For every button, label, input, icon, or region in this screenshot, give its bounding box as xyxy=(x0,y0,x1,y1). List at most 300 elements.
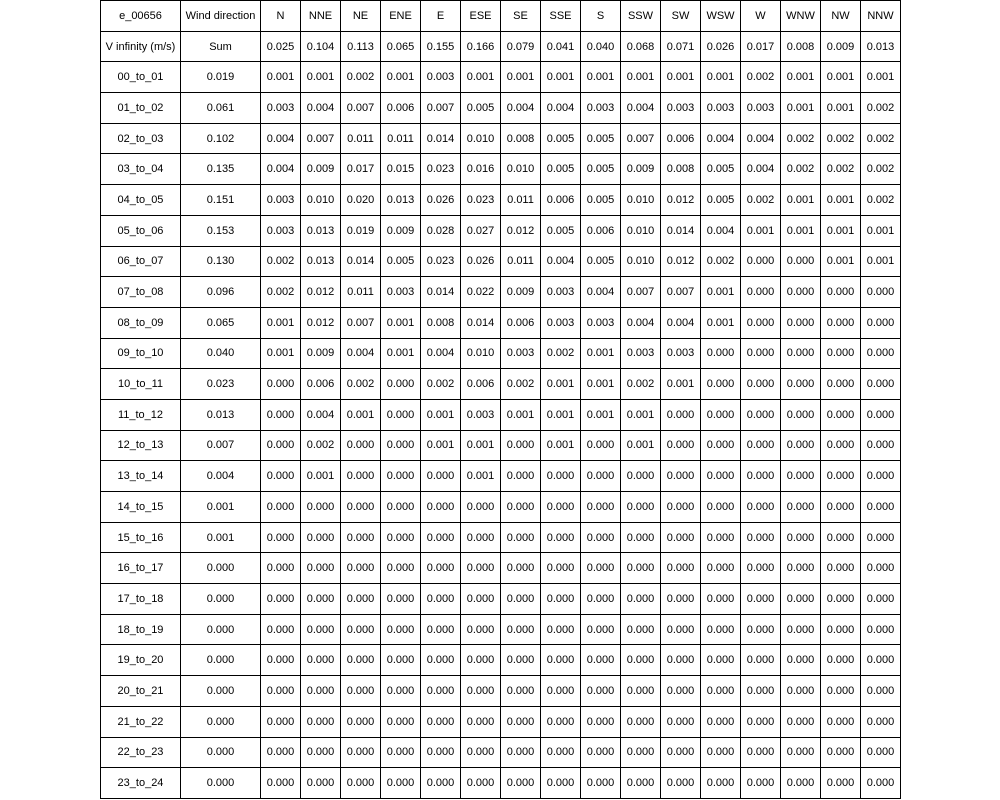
frequency-value-cell: 0.000 xyxy=(741,614,781,645)
speed-bin-label-cell: 18_to_19 xyxy=(101,614,181,645)
frequency-value-cell: 0.000 xyxy=(341,645,381,676)
frequency-value-cell: 0.002 xyxy=(861,185,901,216)
frequency-value-cell: 0.003 xyxy=(461,399,501,430)
frequency-value-cell: 0.001 xyxy=(701,307,741,338)
frequency-value-cell: 0.003 xyxy=(261,215,301,246)
frequency-value-cell: 0.000 xyxy=(501,553,541,584)
frequency-value-cell: 0.004 xyxy=(621,307,661,338)
speed-bin-sum-cell: 0.000 xyxy=(181,614,261,645)
speed-bin-label-cell: 17_to_18 xyxy=(101,584,181,615)
frequency-value-cell: 0.002 xyxy=(341,62,381,93)
speed-bin-sum-cell: 0.061 xyxy=(181,93,261,124)
speed-bin-label-cell: 00_to_01 xyxy=(101,62,181,93)
direction-total-cell: 0.104 xyxy=(301,31,341,62)
frequency-value-cell: 0.004 xyxy=(741,154,781,185)
frequency-value-cell: 0.003 xyxy=(381,277,421,308)
frequency-value-cell: 0.000 xyxy=(261,584,301,615)
frequency-value-cell: 0.006 xyxy=(581,215,621,246)
frequency-value-cell: 0.001 xyxy=(701,277,741,308)
frequency-value-cell: 0.002 xyxy=(301,430,341,461)
direction-total-cell: 0.065 xyxy=(381,31,421,62)
frequency-value-cell: 0.000 xyxy=(261,706,301,737)
frequency-value-cell: 0.000 xyxy=(741,706,781,737)
frequency-value-cell: 0.028 xyxy=(421,215,461,246)
frequency-value-cell: 0.000 xyxy=(621,553,661,584)
frequency-value-cell: 0.008 xyxy=(661,154,701,185)
speed-bin-sum-cell: 0.040 xyxy=(181,338,261,369)
frequency-value-cell: 0.000 xyxy=(421,614,461,645)
sum-column-header-cell: Wind direction xyxy=(181,1,261,32)
frequency-value-cell: 0.001 xyxy=(821,62,861,93)
direction-total-cell: 0.025 xyxy=(261,31,301,62)
frequency-value-cell: 0.013 xyxy=(381,185,421,216)
speed-bin-sum-cell: 0.007 xyxy=(181,430,261,461)
frequency-value-cell: 0.000 xyxy=(461,522,501,553)
frequency-value-cell: 0.000 xyxy=(661,737,701,768)
frequency-value-cell: 0.000 xyxy=(621,584,661,615)
frequency-value-cell: 0.000 xyxy=(661,706,701,737)
frequency-value-cell: 0.009 xyxy=(301,154,341,185)
frequency-value-cell: 0.001 xyxy=(581,338,621,369)
frequency-value-cell: 0.007 xyxy=(661,277,701,308)
frequency-value-cell: 0.007 xyxy=(621,277,661,308)
frequency-value-cell: 0.005 xyxy=(701,154,741,185)
frequency-value-cell: 0.000 xyxy=(341,614,381,645)
frequency-value-cell: 0.000 xyxy=(661,492,701,523)
table-row xyxy=(101,215,901,246)
frequency-value-cell: 0.004 xyxy=(541,93,581,124)
frequency-value-cell: 0.000 xyxy=(461,645,501,676)
frequency-value-cell: 0.000 xyxy=(781,737,821,768)
direction-total-cell: 0.017 xyxy=(741,31,781,62)
frequency-value-cell: 0.000 xyxy=(861,522,901,553)
frequency-value-cell: 0.000 xyxy=(781,676,821,707)
frequency-value-cell: 0.002 xyxy=(741,62,781,93)
frequency-value-cell: 0.015 xyxy=(381,154,421,185)
frequency-value-cell: 0.004 xyxy=(741,123,781,154)
totals-row-sum-cell: Sum xyxy=(181,31,261,62)
frequency-value-cell: 0.004 xyxy=(541,246,581,277)
frequency-value-cell: 0.005 xyxy=(581,123,621,154)
frequency-value-cell: 0.000 xyxy=(701,706,741,737)
frequency-value-cell: 0.000 xyxy=(421,645,461,676)
direction-total-cell: 0.009 xyxy=(821,31,861,62)
table-row xyxy=(101,461,901,492)
frequency-value-cell: 0.004 xyxy=(621,93,661,124)
speed-bin-label-cell: 22_to_23 xyxy=(101,737,181,768)
frequency-value-cell: 0.000 xyxy=(541,768,581,799)
speed-bin-sum-cell: 0.096 xyxy=(181,277,261,308)
frequency-value-cell: 0.014 xyxy=(341,246,381,277)
frequency-value-cell: 0.000 xyxy=(381,737,421,768)
frequency-value-cell: 0.023 xyxy=(421,154,461,185)
direction-total-cell: 0.113 xyxy=(341,31,381,62)
frequency-value-cell: 0.000 xyxy=(861,399,901,430)
frequency-value-cell: 0.000 xyxy=(861,645,901,676)
frequency-value-cell: 0.000 xyxy=(661,614,701,645)
frequency-value-cell: 0.000 xyxy=(301,706,341,737)
frequency-value-cell: 0.000 xyxy=(861,737,901,768)
direction-header-cell: NE xyxy=(341,1,381,32)
frequency-value-cell: 0.000 xyxy=(581,645,621,676)
frequency-value-cell: 0.001 xyxy=(861,215,901,246)
speed-bin-sum-cell: 0.000 xyxy=(181,645,261,676)
frequency-value-cell: 0.001 xyxy=(461,461,501,492)
frequency-value-cell: 0.000 xyxy=(861,307,901,338)
frequency-value-cell: 0.000 xyxy=(381,706,421,737)
frequency-value-cell: 0.003 xyxy=(581,307,621,338)
speed-bin-sum-cell: 0.000 xyxy=(181,553,261,584)
frequency-value-cell: 0.000 xyxy=(581,553,621,584)
frequency-value-cell: 0.000 xyxy=(501,768,541,799)
frequency-value-cell: 0.000 xyxy=(541,676,581,707)
table-row xyxy=(101,123,901,154)
direction-header-cell: NNE xyxy=(301,1,341,32)
frequency-value-cell: 0.000 xyxy=(621,768,661,799)
frequency-value-cell: 0.000 xyxy=(821,522,861,553)
frequency-value-cell: 0.004 xyxy=(701,215,741,246)
speed-bin-label-cell: 23_to_24 xyxy=(101,768,181,799)
frequency-value-cell: 0.000 xyxy=(781,768,821,799)
frequency-value-cell: 0.019 xyxy=(341,215,381,246)
direction-header-cell: NNW xyxy=(861,1,901,32)
frequency-value-cell: 0.000 xyxy=(741,399,781,430)
speed-bin-label-cell: 05_to_06 xyxy=(101,215,181,246)
frequency-value-cell: 0.010 xyxy=(621,185,661,216)
frequency-value-cell: 0.026 xyxy=(421,185,461,216)
table-row xyxy=(101,768,901,799)
frequency-value-cell: 0.000 xyxy=(621,645,661,676)
frequency-value-cell: 0.000 xyxy=(581,584,621,615)
frequency-value-cell: 0.000 xyxy=(701,676,741,707)
frequency-value-cell: 0.014 xyxy=(421,277,461,308)
frequency-value-cell: 0.000 xyxy=(261,768,301,799)
frequency-value-cell: 0.000 xyxy=(421,522,461,553)
corner-label-cell: e_00656 xyxy=(101,1,181,32)
frequency-value-cell: 0.004 xyxy=(261,123,301,154)
table-row xyxy=(101,62,901,93)
frequency-value-cell: 0.003 xyxy=(661,338,701,369)
frequency-value-cell: 0.003 xyxy=(581,93,621,124)
frequency-value-cell: 0.001 xyxy=(821,185,861,216)
frequency-value-cell: 0.009 xyxy=(381,215,421,246)
frequency-value-cell: 0.000 xyxy=(701,737,741,768)
frequency-value-cell: 0.026 xyxy=(461,246,501,277)
direction-header-cell: SE xyxy=(501,1,541,32)
frequency-value-cell: 0.001 xyxy=(581,399,621,430)
frequency-value-cell: 0.000 xyxy=(381,768,421,799)
speed-bin-label-cell: 03_to_04 xyxy=(101,154,181,185)
frequency-value-cell: 0.002 xyxy=(421,369,461,400)
frequency-value-cell: 0.000 xyxy=(781,584,821,615)
table-body xyxy=(101,1,901,799)
frequency-value-cell: 0.000 xyxy=(861,277,901,308)
frequency-value-cell: 0.000 xyxy=(821,645,861,676)
direction-header-cell: W xyxy=(741,1,781,32)
totals-row-label-cell: V infinity (m/s) xyxy=(101,31,181,62)
speed-bin-sum-cell: 0.001 xyxy=(181,492,261,523)
frequency-value-cell: 0.000 xyxy=(821,676,861,707)
frequency-value-cell: 0.000 xyxy=(741,522,781,553)
frequency-value-cell: 0.000 xyxy=(541,492,581,523)
frequency-value-cell: 0.000 xyxy=(381,399,421,430)
direction-total-cell: 0.071 xyxy=(661,31,701,62)
frequency-value-cell: 0.000 xyxy=(821,369,861,400)
frequency-value-cell: 0.002 xyxy=(861,123,901,154)
direction-header-cell: E xyxy=(421,1,461,32)
frequency-value-cell: 0.004 xyxy=(501,93,541,124)
speed-bin-sum-cell: 0.135 xyxy=(181,154,261,185)
frequency-value-cell: 0.000 xyxy=(701,461,741,492)
frequency-value-cell: 0.002 xyxy=(781,154,821,185)
frequency-value-cell: 0.000 xyxy=(381,584,421,615)
table-row xyxy=(101,185,901,216)
frequency-value-cell: 0.000 xyxy=(741,768,781,799)
frequency-value-cell: 0.001 xyxy=(541,430,581,461)
frequency-value-cell: 0.000 xyxy=(621,522,661,553)
speed-bin-label-cell: 02_to_03 xyxy=(101,123,181,154)
frequency-value-cell: 0.000 xyxy=(381,461,421,492)
frequency-value-cell: 0.000 xyxy=(861,461,901,492)
frequency-value-cell: 0.001 xyxy=(581,369,621,400)
frequency-value-cell: 0.011 xyxy=(501,246,541,277)
frequency-value-cell: 0.005 xyxy=(381,246,421,277)
frequency-value-cell: 0.001 xyxy=(621,430,661,461)
table-row xyxy=(101,154,901,185)
frequency-value-cell: 0.000 xyxy=(541,553,581,584)
frequency-value-cell: 0.000 xyxy=(501,614,541,645)
frequency-value-cell: 0.011 xyxy=(341,277,381,308)
frequency-value-cell: 0.007 xyxy=(421,93,461,124)
frequency-value-cell: 0.001 xyxy=(421,399,461,430)
frequency-value-cell: 0.000 xyxy=(261,553,301,584)
frequency-value-cell: 0.007 xyxy=(301,123,341,154)
frequency-value-cell: 0.000 xyxy=(581,614,621,645)
frequency-value-cell: 0.000 xyxy=(821,553,861,584)
frequency-value-cell: 0.000 xyxy=(461,737,501,768)
frequency-value-cell: 0.000 xyxy=(381,645,421,676)
frequency-value-cell: 0.000 xyxy=(301,768,341,799)
frequency-value-cell: 0.000 xyxy=(781,706,821,737)
table-row xyxy=(101,246,901,277)
frequency-value-cell: 0.004 xyxy=(661,307,701,338)
direction-total-cell: 0.013 xyxy=(861,31,901,62)
frequency-value-cell: 0.000 xyxy=(781,553,821,584)
direction-header-cell: WNW xyxy=(781,1,821,32)
frequency-value-cell: 0.001 xyxy=(661,62,701,93)
frequency-value-cell: 0.004 xyxy=(701,123,741,154)
frequency-value-cell: 0.000 xyxy=(461,676,501,707)
frequency-value-cell: 0.001 xyxy=(741,215,781,246)
frequency-value-cell: 0.000 xyxy=(381,614,421,645)
frequency-value-cell: 0.003 xyxy=(741,93,781,124)
speed-bin-label-cell: 09_to_10 xyxy=(101,338,181,369)
frequency-value-cell: 0.001 xyxy=(421,430,461,461)
frequency-value-cell: 0.006 xyxy=(541,185,581,216)
frequency-value-cell: 0.013 xyxy=(301,215,341,246)
speed-bin-label-cell: 15_to_16 xyxy=(101,522,181,553)
frequency-value-cell: 0.009 xyxy=(501,277,541,308)
frequency-value-cell: 0.000 xyxy=(301,553,341,584)
frequency-value-cell: 0.005 xyxy=(701,185,741,216)
frequency-value-cell: 0.003 xyxy=(541,307,581,338)
table-row xyxy=(101,399,901,430)
speed-bin-sum-cell: 0.102 xyxy=(181,123,261,154)
frequency-value-cell: 0.000 xyxy=(501,430,541,461)
speed-bin-sum-cell: 0.023 xyxy=(181,369,261,400)
frequency-value-cell: 0.002 xyxy=(781,123,821,154)
frequency-value-cell: 0.004 xyxy=(301,399,341,430)
frequency-value-cell: 0.014 xyxy=(461,307,501,338)
frequency-value-cell: 0.000 xyxy=(261,522,301,553)
table-row xyxy=(101,553,901,584)
direction-header-cell: NW xyxy=(821,1,861,32)
frequency-value-cell: 0.000 xyxy=(461,553,501,584)
frequency-value-cell: 0.013 xyxy=(301,246,341,277)
frequency-value-cell: 0.000 xyxy=(861,553,901,584)
header-row xyxy=(101,1,901,32)
frequency-value-cell: 0.000 xyxy=(861,369,901,400)
direction-total-cell: 0.068 xyxy=(621,31,661,62)
frequency-value-cell: 0.000 xyxy=(301,645,341,676)
frequency-value-cell: 0.000 xyxy=(381,522,421,553)
direction-total-cell: 0.040 xyxy=(581,31,621,62)
frequency-value-cell: 0.000 xyxy=(741,737,781,768)
frequency-value-cell: 0.000 xyxy=(541,461,581,492)
frequency-value-cell: 0.000 xyxy=(781,430,821,461)
frequency-value-cell: 0.000 xyxy=(261,399,301,430)
speed-bin-sum-cell: 0.000 xyxy=(181,768,261,799)
table-row xyxy=(101,93,901,124)
frequency-value-cell: 0.001 xyxy=(381,307,421,338)
frequency-value-cell: 0.000 xyxy=(661,522,701,553)
frequency-value-cell: 0.003 xyxy=(541,277,581,308)
frequency-value-cell: 0.000 xyxy=(781,338,821,369)
frequency-value-cell: 0.000 xyxy=(501,461,541,492)
frequency-value-cell: 0.006 xyxy=(381,93,421,124)
frequency-value-cell: 0.003 xyxy=(261,185,301,216)
table-row xyxy=(101,430,901,461)
frequency-value-cell: 0.000 xyxy=(741,246,781,277)
wind-frequency-table-container xyxy=(100,0,900,799)
table-row xyxy=(101,645,901,676)
frequency-value-cell: 0.000 xyxy=(821,307,861,338)
frequency-value-cell: 0.001 xyxy=(541,62,581,93)
frequency-value-cell: 0.000 xyxy=(301,522,341,553)
frequency-value-cell: 0.000 xyxy=(781,645,821,676)
frequency-value-cell: 0.002 xyxy=(821,123,861,154)
table-row xyxy=(101,584,901,615)
frequency-value-cell: 0.005 xyxy=(581,246,621,277)
frequency-value-cell: 0.012 xyxy=(661,246,701,277)
table-row xyxy=(101,737,901,768)
direction-header-cell: S xyxy=(581,1,621,32)
frequency-value-cell: 0.000 xyxy=(821,614,861,645)
frequency-value-cell: 0.000 xyxy=(861,768,901,799)
frequency-value-cell: 0.000 xyxy=(741,492,781,523)
frequency-value-cell: 0.001 xyxy=(341,399,381,430)
frequency-value-cell: 0.002 xyxy=(541,338,581,369)
table-row xyxy=(101,676,901,707)
table-row xyxy=(101,522,901,553)
frequency-value-cell: 0.002 xyxy=(861,154,901,185)
frequency-value-cell: 0.001 xyxy=(861,62,901,93)
frequency-value-cell: 0.016 xyxy=(461,154,501,185)
frequency-value-cell: 0.011 xyxy=(341,123,381,154)
frequency-value-cell: 0.000 xyxy=(701,369,741,400)
frequency-value-cell: 0.000 xyxy=(541,645,581,676)
frequency-value-cell: 0.001 xyxy=(861,246,901,277)
frequency-value-cell: 0.000 xyxy=(781,492,821,523)
speed-bin-label-cell: 07_to_08 xyxy=(101,277,181,308)
frequency-value-cell: 0.017 xyxy=(341,154,381,185)
frequency-value-cell: 0.000 xyxy=(341,706,381,737)
frequency-value-cell: 0.000 xyxy=(861,614,901,645)
frequency-value-cell: 0.000 xyxy=(461,768,501,799)
frequency-value-cell: 0.012 xyxy=(661,185,701,216)
frequency-value-cell: 0.002 xyxy=(501,369,541,400)
frequency-value-cell: 0.000 xyxy=(861,492,901,523)
frequency-value-cell: 0.000 xyxy=(301,614,341,645)
frequency-value-cell: 0.000 xyxy=(381,492,421,523)
frequency-value-cell: 0.023 xyxy=(461,185,501,216)
speed-bin-sum-cell: 0.004 xyxy=(181,461,261,492)
frequency-value-cell: 0.000 xyxy=(541,584,581,615)
frequency-value-cell: 0.000 xyxy=(701,430,741,461)
direction-header-cell: ENE xyxy=(381,1,421,32)
frequency-value-cell: 0.000 xyxy=(861,584,901,615)
frequency-value-cell: 0.001 xyxy=(621,399,661,430)
frequency-value-cell: 0.000 xyxy=(821,399,861,430)
frequency-value-cell: 0.000 xyxy=(661,399,701,430)
frequency-value-cell: 0.000 xyxy=(861,706,901,737)
direction-total-cell: 0.041 xyxy=(541,31,581,62)
frequency-value-cell: 0.000 xyxy=(341,522,381,553)
speed-bin-sum-cell: 0.153 xyxy=(181,215,261,246)
frequency-value-cell: 0.000 xyxy=(781,307,821,338)
direction-header-cell: ESE xyxy=(461,1,501,32)
frequency-value-cell: 0.012 xyxy=(301,307,341,338)
frequency-value-cell: 0.007 xyxy=(341,93,381,124)
table-row xyxy=(101,369,901,400)
frequency-value-cell: 0.000 xyxy=(701,522,741,553)
frequency-value-cell: 0.001 xyxy=(701,62,741,93)
frequency-value-cell: 0.000 xyxy=(701,492,741,523)
table-row xyxy=(101,307,901,338)
frequency-value-cell: 0.004 xyxy=(421,338,461,369)
frequency-value-cell: 0.000 xyxy=(741,307,781,338)
frequency-value-cell: 0.000 xyxy=(701,399,741,430)
frequency-value-cell: 0.000 xyxy=(541,737,581,768)
frequency-value-cell: 0.002 xyxy=(341,369,381,400)
frequency-value-cell: 0.000 xyxy=(661,584,701,615)
frequency-value-cell: 0.000 xyxy=(341,492,381,523)
frequency-value-cell: 0.000 xyxy=(661,768,701,799)
speed-bin-sum-cell: 0.019 xyxy=(181,62,261,93)
frequency-value-cell: 0.005 xyxy=(581,185,621,216)
table-row xyxy=(101,614,901,645)
frequency-value-cell: 0.000 xyxy=(621,706,661,737)
frequency-value-cell: 0.000 xyxy=(301,676,341,707)
frequency-value-cell: 0.012 xyxy=(301,277,341,308)
speed-bin-label-cell: 08_to_09 xyxy=(101,307,181,338)
frequency-value-cell: 0.000 xyxy=(581,737,621,768)
frequency-value-cell: 0.005 xyxy=(461,93,501,124)
frequency-value-cell: 0.000 xyxy=(341,584,381,615)
frequency-value-cell: 0.003 xyxy=(621,338,661,369)
frequency-value-cell: 0.005 xyxy=(541,215,581,246)
frequency-value-cell: 0.000 xyxy=(341,676,381,707)
